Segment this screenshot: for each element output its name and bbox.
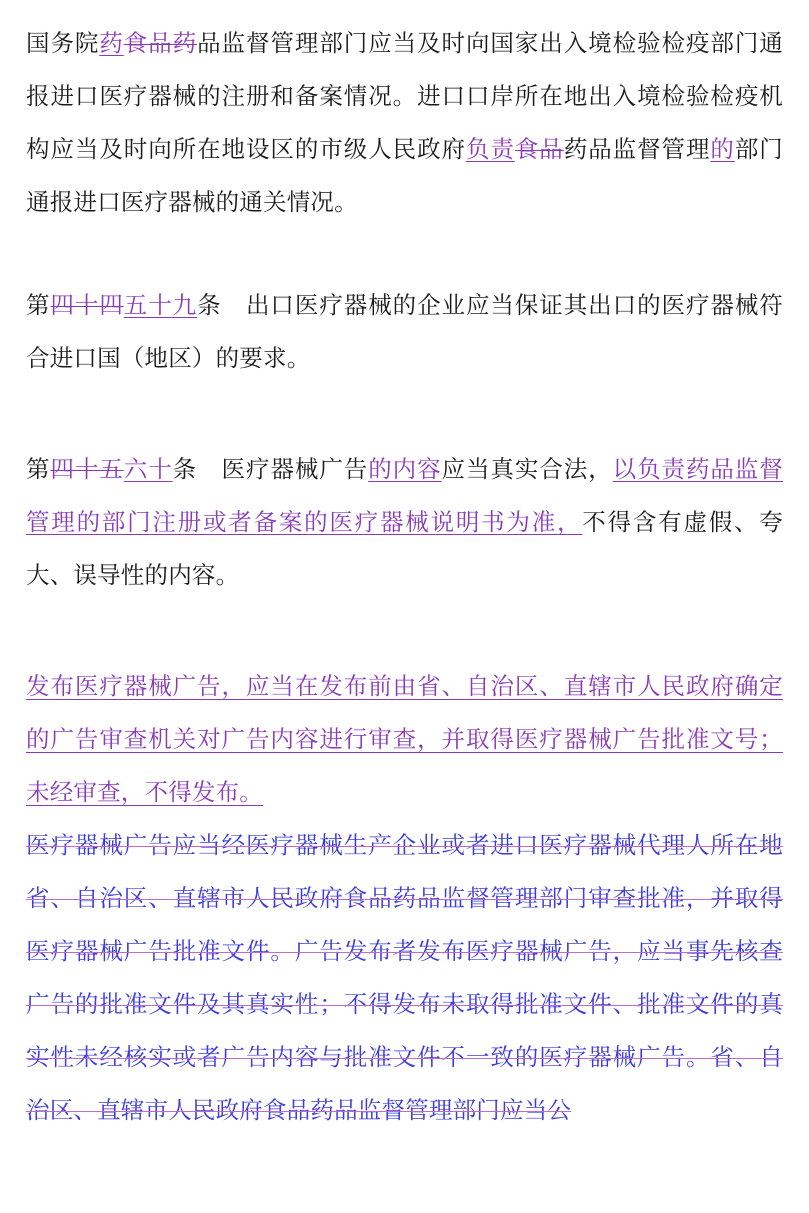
run-plain: 第 — [26, 293, 51, 319]
run-insertion: 的内容 — [368, 457, 442, 483]
run-insertion-block: 发布医疗器械广告，应当在发布前由省、自治区、直辖市人民政府确定的广告审查机关对广告内容进行审查，并取得医疗器械广告批准文号；未经审查，不得发布。 — [26, 674, 783, 806]
paragraph-spacer — [26, 230, 783, 280]
run-plain: 国务院 — [26, 31, 100, 57]
paragraph-ad-review-deleted — [26, 820, 783, 1138]
run-plain: 不得含有虚假、夸大、误导性的内容。 — [26, 510, 783, 589]
run-plain: 应当真实合法， — [441, 457, 613, 483]
run-deletion: 四十四 — [50, 293, 124, 319]
run-plain: 品监督管理部门应当及时向国家出入境检验检疫部门通报进口医疗器械的注册和备案情况。进口口岸所在地出入境检验检疫机构应当及时向所在地设区的市级人民政府 — [26, 31, 783, 163]
paragraph-import-notify — [26, 18, 783, 230]
run-plain: 第 — [26, 457, 51, 483]
paragraph-article-60 — [26, 444, 783, 603]
run-deletion: 食品药 — [123, 31, 198, 57]
paragraph-spacer — [26, 386, 783, 444]
run-insertion: 五十九 — [123, 293, 198, 319]
paragraph-article-59 — [26, 280, 783, 386]
run-deletion: 食品 — [514, 137, 564, 163]
run-insertion: 药 — [99, 31, 124, 57]
run-deletion-block: 医疗器械广告应当经医疗器械生产企业或者进口医疗器械代理人所在地省、自治区、直辖市人民政府食品药品监督管理部门审查批准，并取得医疗器械广告批准文件。广告发布者发布医疗器械广告，应当事先核查广告的批准文件及其真实性；不得发布未取得批准文件、批准文件的真实性未经核实或者广告内容与批准文件不一致的医疗器械广告。省、自治区、直辖市人民政府食品药品监督管理部门应当公 — [26, 833, 783, 1124]
run-insertion: 六十 — [123, 457, 173, 483]
run-plain: 药品监督管理 — [563, 137, 711, 163]
paragraph-spacer — [26, 603, 783, 661]
run-deletion: 四十五 — [50, 457, 124, 483]
paragraph-ad-review-inserted — [26, 661, 783, 820]
run-insertion: 负责 — [465, 137, 515, 163]
run-insertion: 以负责药品监督管理的部门注册或者备案的医疗器械说明书为准， — [26, 457, 783, 536]
run-plain: 部门通报进口医疗器械的通关情况。 — [26, 137, 784, 216]
run-plain: 条 出口医疗器械的企业应当保证其出口的医疗器械符合进口国（地区）的要求。 — [26, 293, 783, 372]
run-plain: 条 医疗器械广告 — [172, 457, 369, 483]
run-insertion: 的 — [710, 137, 735, 163]
